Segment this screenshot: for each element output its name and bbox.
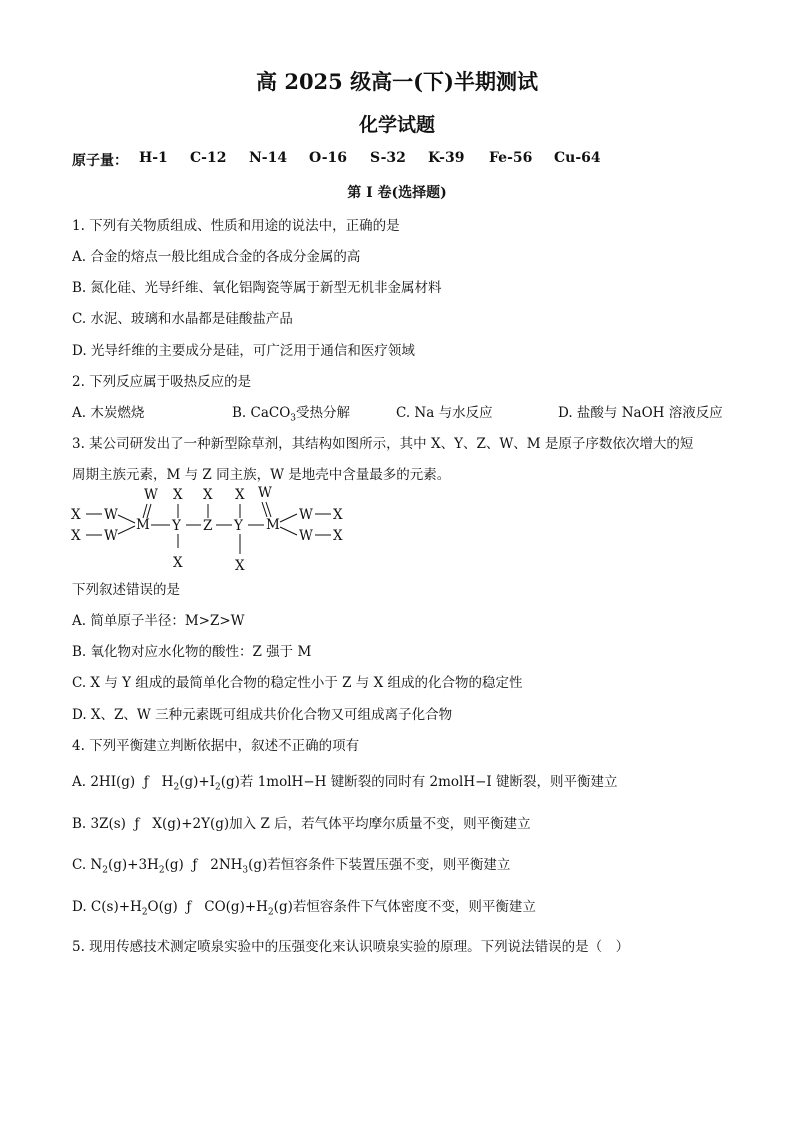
atom-w: W	[144, 487, 158, 503]
question-4-option-a: A. 2HI(g) ƒ $H_2(g)+I_2(g)$若 1molH−H 键断裂的同时有 2molH−I 键断裂，则平衡建立	[72, 774, 618, 793]
question-1-option-c: C. 水泥、玻璃和水晶都是硅酸盐产品	[72, 311, 293, 327]
section-title: 第 I 卷(选择题)	[347, 185, 447, 201]
question-2-option-c: C. Na 与水反应	[396, 405, 493, 421]
atomic-mass-item: N-14	[249, 150, 288, 166]
question-4-stem: 4. 下列平衡建立判断依据中，叙述不正确的项有	[72, 738, 360, 754]
atom-x: X	[173, 487, 183, 503]
question-1-option-a: A. 合金的熔点一般比组成合金的各成分金属的高	[72, 249, 361, 265]
question-3-stem-line-1: 3. 某公司研发出了一种新型除草剂，其结构如图所示，其中 X、Y、Z、W、M 是原子序数依次增大的短	[72, 436, 694, 452]
atom-x: X	[173, 555, 183, 571]
molecular-structure-diagram	[66, 484, 366, 576]
question-4-option-d: D. $C(s)+H_2O(g)$ ƒ $CO(g)+H_2(g)$若恒容条件下气体密度不变，则平衡建立	[72, 899, 536, 918]
atom-m: M	[266, 517, 280, 533]
atom-x: X	[235, 558, 245, 574]
equilibrium-arrow: ƒ	[143, 774, 149, 790]
exam-title: 高 2025 级高一(下)半期测试	[256, 69, 538, 94]
equilibrium-arrow: ƒ	[186, 899, 192, 915]
question-1-option-d: D. 光导纤维的主要成分是硅，可广泛用于通信和医疗领域	[72, 343, 415, 359]
atom-z: Z	[203, 518, 213, 534]
atom-w: W	[299, 528, 313, 544]
equilibrium-arrow: ƒ	[134, 816, 140, 832]
question-2-option-b: B. CaCO$_3$受热分解	[232, 405, 351, 424]
question-4-option-c: C. $N_2(g)+3H_2(g)$ ƒ $2NH_3(g)$若恒容条件下装置压强不变，则平衡建立	[72, 857, 511, 876]
atom-w: W	[104, 507, 118, 523]
question-3-option-c: C. X 与 Y 组成的最简单化合物的稳定性小于 Z 与 X 组成的化合物的稳定性	[72, 675, 523, 691]
atomic-mass-item: S-32	[370, 150, 406, 166]
question-2-stem: 2. 下列反应属于吸热反应的是	[72, 374, 252, 390]
atom-x: X	[203, 487, 213, 503]
atom-x: X	[71, 507, 81, 523]
atomic-masses-label: 原子量：	[72, 153, 128, 169]
atom-x: X	[235, 487, 245, 503]
atom-w: W	[104, 528, 118, 544]
atomic-mass-item: O-16	[309, 150, 348, 166]
atomic-mass-item: H-1	[139, 150, 168, 166]
question-4-option-b: B. 3Z(s) ƒ X(g)+2Y(g)加入 Z 后，若气体平均摩尔质量不变，则平衡建立	[72, 816, 531, 832]
atom-y: Y	[234, 518, 243, 534]
atomic-mass-item: C-12	[190, 150, 227, 166]
atomic-mass-item: K-39	[428, 150, 465, 166]
question-3-option-b: B. 氧化物对应水化物的酸性：Z 强于 M	[72, 644, 312, 660]
question-3-option-d: D. X、Z、W 三种元素既可组成共价化合物又可组成离子化合物	[72, 707, 453, 723]
question-5-stem: 5. 现用传感技术测定喷泉实验中的压强变化来认识喷泉实验的原理。下列说法错误的是（ ）	[72, 939, 630, 955]
question-2-options	[72, 401, 732, 424]
question-3-stem-line-2: 周期主族元素，M 与 Z 同主族，W 是地壳中含量最多的元素。	[72, 467, 451, 483]
atomic-mass-item: Cu-64	[554, 150, 601, 166]
atom-w: W	[258, 485, 272, 501]
atomic-mass-item: Fe-56	[489, 150, 533, 166]
exam-subtitle: 化学试题	[358, 114, 435, 136]
atom-w: W	[299, 507, 313, 523]
atom-y: Y	[172, 518, 181, 534]
question-3-prompt: 下列叙述错误的是	[72, 582, 180, 598]
equilibrium-arrow: ƒ	[192, 857, 198, 873]
question-1-stem: 1. 下列有关物质组成、性质和用途的说法中，正确的是	[72, 218, 400, 234]
atom-x: X	[333, 528, 343, 544]
question-3-option-a: A. 简单原子半径：M>Z>W	[72, 613, 245, 629]
question-1-option-b: B. 氮化硅、光导纤维、氧化铝陶瓷等属于新型无机非金属材料	[72, 280, 442, 296]
question-2-option-a: A. 木炭燃烧	[72, 405, 145, 421]
atom-x: X	[333, 507, 343, 523]
atom-x: X	[71, 528, 81, 544]
atom-m: M	[136, 517, 150, 533]
question-2-option-d: D. 盐酸与 NaOH 溶液反应	[558, 405, 723, 421]
